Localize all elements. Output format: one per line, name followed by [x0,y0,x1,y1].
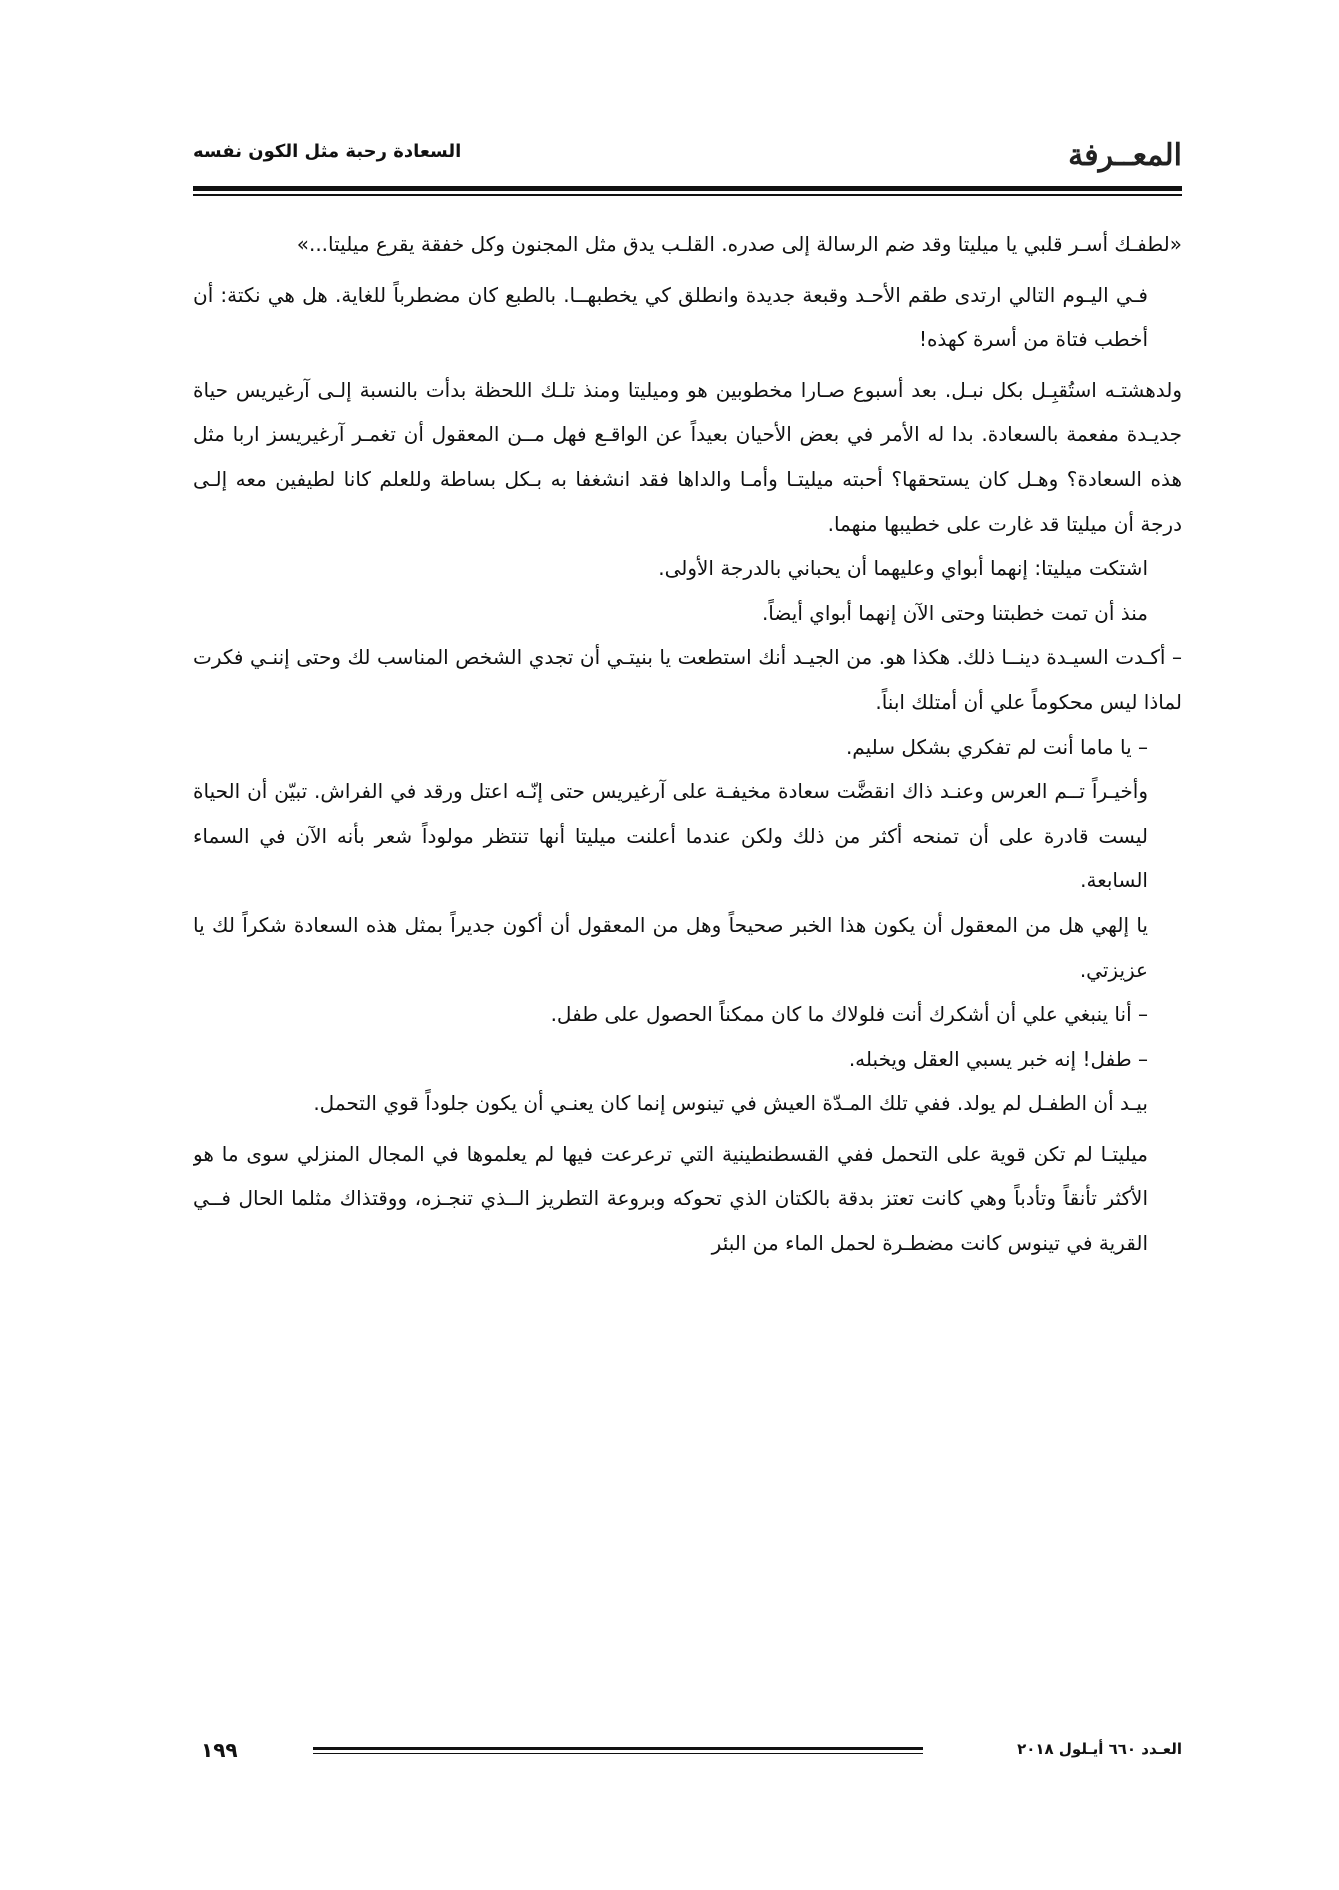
issue-info: العـدد ٦٦٠ أيـلول ٢٠١٨ [1017,1740,1182,1758]
paragraph: «لطفـك أسـر قلبي يا ميليتا وقد ضم الرسالة إلى صدره. القلـب يدق مثل المجنون وكل خفقة يقرع ميليتا...» [296,232,1182,256]
footer-rule-thin [313,1753,923,1754]
running-title: السعادة رحبة مثل الكون نفسه [193,141,462,162]
paragraph: ميليتـا لم تكن قوية على التحمل ففي القسطنطينية التي ترعرعت فيها لم يعلموها في المجال المنزلي سوى ما هو الأكثر تأنقاً وتأدباً وهي كانت تعتز بدقة بالكتان الذي تحوكه وبروعة التطريز الــذي تنجـزه، ووقتذاك مثلما الحال فــي القرية في تينوس كانت مضطـرة لحمل الماء من البئر [193,1141,1148,1256]
page-header [193,128,1182,188]
paragraph: – أنا ينبغي علي أن أشكرك أنت فلولاك ما كان ممكناً الحصول على طفل. [550,1002,1148,1027]
paragraph: – طفل! إنه خبر يسبي العقل ويخبله. [848,1046,1148,1071]
header-rule-thick [193,186,1182,191]
article-body [193,222,1182,1702]
paragraph: وأخيـراً تــم العرس وعنـد ذاك انقضَّت سعادة مخيفـة على آرغيريس حتى إنّـه اعتل ورقد في الفراش. تبيّن أن الحياة ليست قادرة على أن تمنحه أكثر من ذلك ولكن عندما أعلنت ميليتا أنها تنتظر مولوداً شعر بأنه الآن في السماء السابعة. [193,779,1148,893]
footer-rule-thick [313,1747,923,1750]
paragraph: فـي اليـوم التالي ارتدى طقم الأحـد وقبعة جديدة وانطلق كي يخطبهــا. بالطبع كان مضطرباً للغاية. هل هي نكتة: أن أخطب فتاة من أسرة كهذه! [193,282,1148,352]
paragraph: – يا ماما أنت لم تفكري بشكل سليم. [845,734,1148,759]
paragraph: منذ أن تمت خطبتنا وحتى الآن إنهما أبواي أيضاً. [761,600,1148,625]
magazine-logo: المعــرفة [1068,138,1182,173]
page-footer [193,1738,1182,1778]
header-rule-thin [193,194,1182,196]
paragraph: بيـد أن الطفـل لم يولد. ففي تلك المـدّة العيش في تينوس إنما كان يعنـي أن يكون جلوداً قوي التحمل. [313,1091,1148,1116]
paragraph: يا إلهي هل من المعقول أن يكون هذا الخبر صحيحاً وهل من المعقول أن أكون جديراً بمثل هذه السعادة شكراً لك يا عزيزتي. [193,912,1148,982]
paragraph: اشتكت ميليتا: إنهما أبواي وعليهما أن يحباني بالدرجة الأولى. [658,556,1148,581]
paragraph: ولدهشتـه استُقبِـل بكل نبـل. بعد أسبوع صـارا مخطوبين هو وميليتا ومنذ تلـك اللحظة بدأت بالنسبة إلـى آرغيريس حياة جديـدة مفعمة بالسعادة. بدا له الأمر في بعض الأحيان بعيداً عن الواقـع فهل مــن المعقول أن تغمـر آرغيريسز اربا مثل هذه السعادة؟ وهـل كان يستحقها؟ أحبته ميليتـا وأمـا والداها فقد انشغفا به بـكل بساطة وللعلم كانا لطيفين معه إلـى درجة أن ميليتا قد غارت على خطيبها منهما. [193,377,1182,536]
page-number: ١٩٩ [201,1738,238,1762]
paragraph: – أكـدت السيـدة دينــا ذلك. هكذا هو. من الجيـد أنك استطعت يا بنيتـي أن تجدي الشخص المناسب لك وحتى إننـي فكرت لماذا ليس محكوماً علي أن أمتلك ابناً. [193,645,1182,714]
